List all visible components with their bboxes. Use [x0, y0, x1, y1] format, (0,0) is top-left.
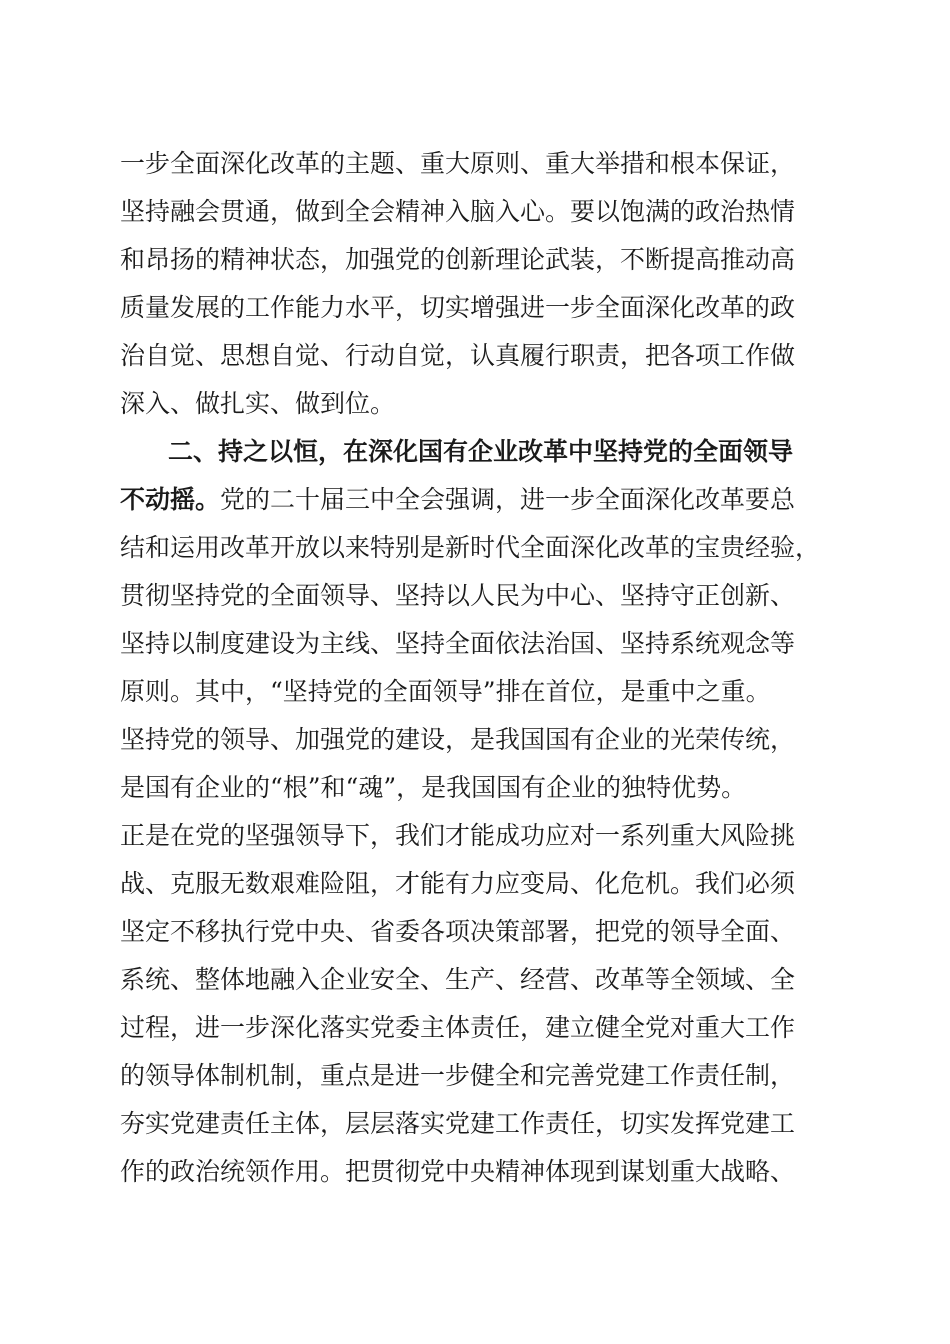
text-line: 贯彻坚持党的全面领导、坚持以人民为中心、坚持守正创新、	[120, 581, 796, 610]
paragraph-continuation	[120, 140, 840, 428]
text-line	[120, 476, 840, 524]
document-body	[120, 140, 840, 1196]
text-line: 坚持融会贯通，做到全会精神入脑入心。要以饱满的政治热情	[120, 197, 796, 226]
text-line: 坚定不移执行党中央、省委各项决策部署，把党的领导全面、	[120, 917, 796, 946]
text-line: 战、克服无数艰难险阻，才能有力应变局、化危机。我们必须	[120, 869, 796, 898]
text-line: 治自觉、思想自觉、行动自觉，认真履行职责，把各项工作做	[120, 341, 796, 370]
text-line: 系统、整体地融入企业安全、生产、经营、改革等全领域、全	[120, 965, 796, 994]
section-heading-end: 不动摇。	[120, 485, 221, 514]
text-line: 夯实党建责任主体，层层落实党建工作责任，切实发挥党建工	[120, 1109, 796, 1138]
text-line: 正是在党的坚强领导下，我们才能成功应对一系列重大风险挑	[120, 821, 796, 850]
text-line: 质量发展的工作能力水平，切实增强进一步全面深化改革的政	[120, 293, 796, 322]
text-line: 一步全面深化改革的主题、重大原则、重大举措和根本保证，	[120, 149, 796, 178]
text-line: 原则。其中，“坚持党的全面领导”排在首位，是重中之重。	[120, 677, 771, 706]
text-line: 是国有企业的“根”和“魂”，是我国国有企业的独特优势。	[120, 773, 747, 802]
text-line: 坚持党的领导、加强党的建设，是我国国有企业的光荣传统，	[120, 725, 796, 754]
text-line: 的领导体制机制，重点是进一步健全和完善党建工作责任制，	[120, 1061, 796, 1090]
text-line: 深入、做扎实、做到位。	[120, 389, 396, 418]
text-line: 结和运用改革开放以来特别是新时代全面深化改革的宝贵经验，	[120, 533, 821, 562]
section-text-start: 党的二十届三中全会强调，进一步全面深化改革要总	[220, 485, 796, 514]
text-line: 坚持以制度建设为主线、坚持全面依法治国、坚持系统观念等	[120, 629, 796, 658]
text-line: 和昂扬的精神状态，加强党的创新理论武装，不断提高推动高	[120, 245, 796, 274]
section-heading: 二、持之以恒，在深化国有企业改革中坚持党的全面领导	[168, 437, 794, 466]
text-line: 作的政治统领作用。把贯彻党中央精神体现到谋划重大战略、	[120, 1157, 796, 1186]
section-two-paragraph	[120, 428, 840, 1196]
text-line: 过程，进一步深化落实党委主体责任，建立健全党对重大工作	[120, 1013, 796, 1042]
